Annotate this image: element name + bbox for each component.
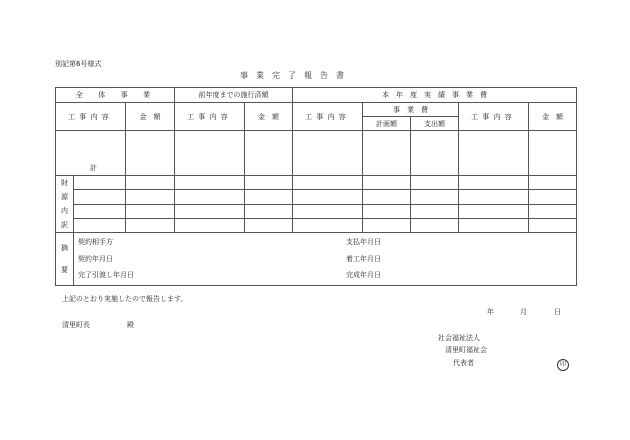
header-current-year: 本 年 度 実 績 事 業 費 <box>293 88 577 103</box>
header-amount-1: 金 額 <box>126 103 175 131</box>
completion-date-label: 完成年月日 <box>346 271 381 279</box>
summary-cell <box>74 233 577 286</box>
summary-label: 摘 要 <box>56 233 74 286</box>
page-title: 事 業 完 了 報 告 書 <box>240 71 344 80</box>
date-year: 年 <box>487 308 494 316</box>
report-statement: 上記のとおり実施したので報告します。 <box>62 295 188 303</box>
header-total-project: 全 体 事 業 <box>56 88 175 103</box>
header-work-content-4: 工事内容 <box>459 103 529 131</box>
sender-org-name: 清里町福祉会 <box>445 346 487 354</box>
header-work-content-3: 工事内容 <box>293 103 363 131</box>
header-previous-years: 前年度までの施行済額 <box>175 88 293 103</box>
completion-delivery-date-label: 完了引渡し年月日 <box>78 271 134 279</box>
header-amount-2: 金 額 <box>245 103 293 131</box>
report-table <box>55 87 577 286</box>
header-work-content-1: 工事内容 <box>56 103 126 131</box>
date-day: 日 <box>554 308 561 316</box>
header-amount-3: 金 額 <box>529 103 577 131</box>
header-project-cost: 事 業 費 <box>363 103 459 117</box>
seal-mark: 印 <box>557 359 569 371</box>
payment-date-label: 支払年月日 <box>346 238 381 246</box>
total-label: 計 <box>90 164 97 172</box>
addressee: 清里町長 <box>62 321 90 329</box>
form-number: 別記第6号様式 <box>55 60 102 68</box>
header-work-content-2: 工事内容 <box>175 103 245 131</box>
start-date-label: 着工年月日 <box>346 255 381 263</box>
funding-breakdown-label: 財 源 内 訳 <box>56 176 74 233</box>
honorific: 殿 <box>127 321 134 329</box>
header-planned-amount: 計画額 <box>363 117 411 131</box>
sender-org-type: 社会福祉法人 <box>438 334 480 342</box>
sender-representative: 代表者 <box>453 359 474 367</box>
contract-date-label: 契約年月日 <box>78 255 113 263</box>
header-expenditure: 支出額 <box>411 117 459 131</box>
date-month: 月 <box>520 308 527 316</box>
contractor-label: 契約相手方 <box>78 238 113 246</box>
